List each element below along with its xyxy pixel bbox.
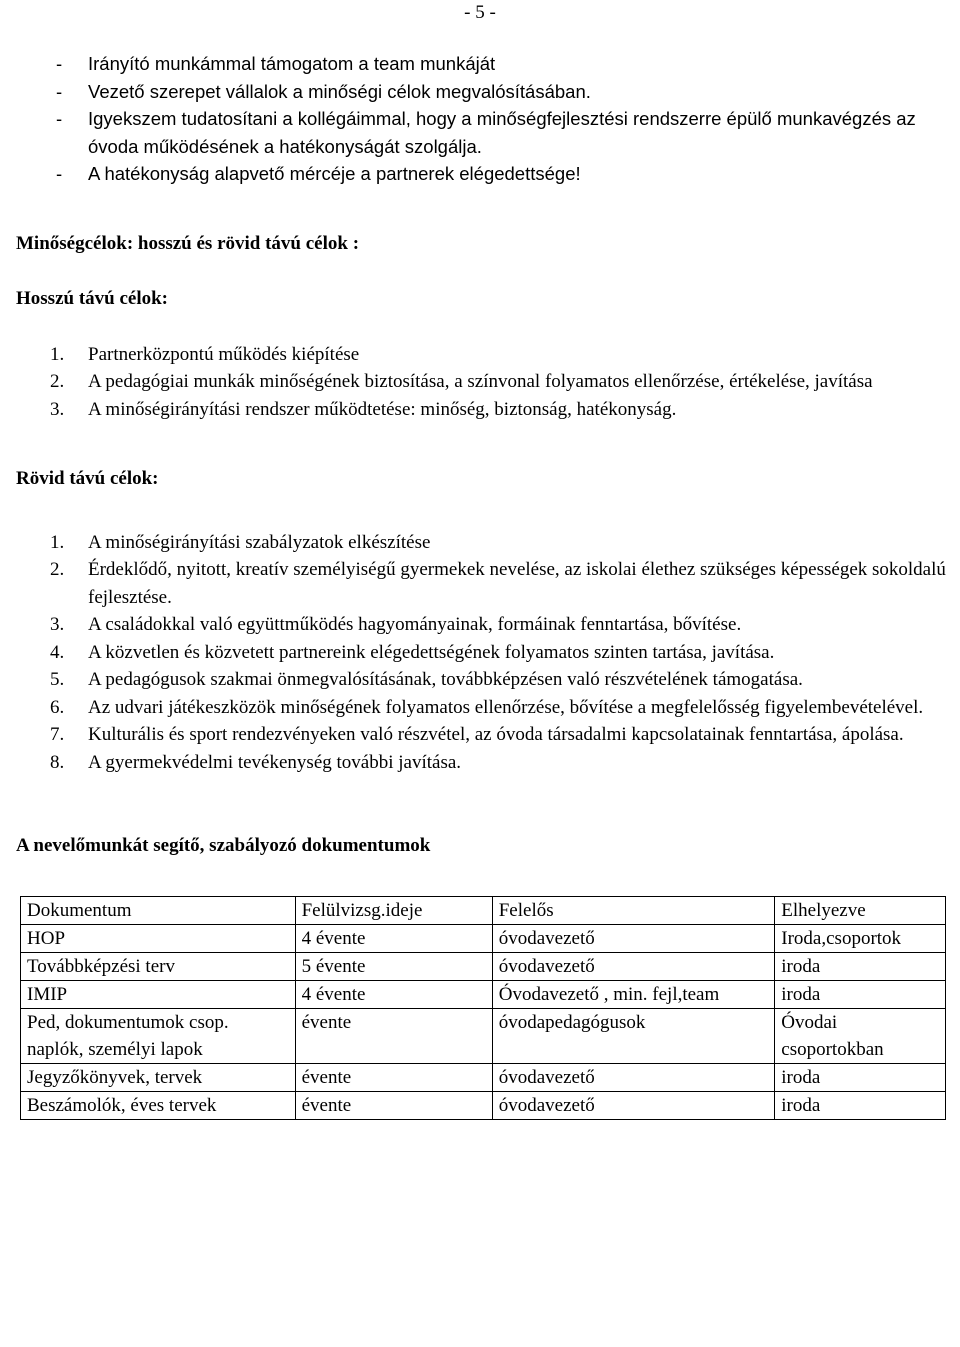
table-cell: óvodapedagógusok xyxy=(492,1008,775,1063)
list-item: 8. A gyermekvédelmi tevékenység további javítása. xyxy=(50,751,462,773)
list-item: 6. Az udvari játékeszközök minőségének folyamatos ellenőrzése, bővítése a megfelelősség figyelembevételével. xyxy=(50,696,924,718)
table-cell: 4 évente xyxy=(295,924,492,952)
table-header-cell: Elhelyezve xyxy=(775,896,946,924)
short-term-list xyxy=(16,529,946,777)
table-cell: óvodavezető xyxy=(492,1063,775,1091)
table-cell: iroda xyxy=(775,952,946,980)
table-header-cell: Felelős xyxy=(492,896,775,924)
list-item: 2. A pedagógiai munkák minőségének biztosítása, a színvonal folyamatos ellenőrzése, értékelése, javítása xyxy=(50,371,873,392)
table-cell: évente xyxy=(295,1063,492,1091)
list-item: - Igyekszem tudatosítani a kollégáimmal, hogy a minőségfejlesztési rendszerre épülő munkavégzés az óvoda működésének a hatékonyságát szolgálja. xyxy=(56,108,916,157)
list-item: 2. Érdeklődő, nyitott, kreatív személyiségű gyermekek nevelése, az iskolai élethez szükséges képességek sokoldalú fejlesztése. xyxy=(50,559,946,608)
document-body xyxy=(16,50,946,1120)
list-item: 3. A minőségirányítási rendszer működtetése: minőség, biztonság, hatékonyság. xyxy=(50,398,677,420)
table-row xyxy=(21,924,946,952)
table-cell: Beszámolók, éves tervek xyxy=(21,1091,296,1119)
heading-long-term: Hosszú távú célok: xyxy=(16,288,168,309)
table-row xyxy=(21,980,946,1008)
table-header-cell: Felülvizsg.ideje xyxy=(295,896,492,924)
table-cell: óvodavezető xyxy=(492,1091,775,1119)
intro-list xyxy=(56,50,946,188)
table-cell: Ped, dokumentumok csop. naplók, személyi lapok xyxy=(21,1008,296,1063)
heading-short-term: Rövid távú célok: xyxy=(16,468,159,489)
table-header-row xyxy=(21,896,946,924)
heading-documents: A nevelőmunkát segítő, szabályozó dokumentumok xyxy=(16,835,431,856)
table-cell: 5 évente xyxy=(295,952,492,980)
table-row xyxy=(21,952,946,980)
table-cell: iroda xyxy=(775,1063,946,1091)
list-item: - Vezető szerepet vállalok a minőségi célok megvalósításában. xyxy=(56,80,591,102)
documents-table xyxy=(20,896,946,1120)
list-item: 3. A családokkal való együttműködés hagyományainak, formáinak fenntartása, bővítése. xyxy=(50,614,742,635)
table-cell: iroda xyxy=(775,980,946,1008)
table-row xyxy=(21,1091,946,1119)
table-cell: Továbbképzési terv xyxy=(21,952,296,980)
table-cell: óvodavezető xyxy=(492,924,775,952)
table-row xyxy=(21,1063,946,1091)
list-item: - Irányító munkámmal támogatom a team munkáját xyxy=(56,53,496,74)
list-item: 1. Partnerközpontú működés kiépítése xyxy=(50,343,360,365)
table-cell: Óvodai csoportokban xyxy=(775,1008,946,1063)
table-cell: iroda xyxy=(775,1091,946,1119)
long-term-list xyxy=(16,341,946,424)
list-item: 1. A minőségirányítási szabályzatok elkészítése xyxy=(50,531,431,553)
table-header-cell: Dokumentum xyxy=(21,896,296,924)
table-row xyxy=(21,1008,946,1063)
table-cell: Jegyzőkönyvek, tervek xyxy=(21,1063,296,1091)
table-cell: évente xyxy=(295,1008,492,1063)
list-item: 4. A közvetlen és közvetett partnereink elégedettségének folyamatos szinten tartása, javítása. xyxy=(50,641,775,663)
list-item: - A hatékonyság alapvető mércéje a partnerek elégedettsége! xyxy=(56,163,581,184)
list-item: 5. A pedagógusok szakmai önmegvalósításának, továbbképzésen való részvételének támogatása. xyxy=(50,669,803,690)
table-cell: Óvodavezető , min. fejl,team xyxy=(492,980,775,1008)
table-cell: HOP xyxy=(21,924,296,952)
table-cell: óvodavezető xyxy=(492,952,775,980)
table-cell: Iroda,csoportok xyxy=(775,924,946,952)
heading-quality-goals: Minőségcélok: hosszú és rövid távú célok : xyxy=(16,232,360,254)
table-cell: 4 évente xyxy=(295,980,492,1008)
table-cell: IMIP xyxy=(21,980,296,1008)
page-number: - 5 - xyxy=(464,2,496,23)
table-cell: évente xyxy=(295,1091,492,1119)
list-item: 7. Kulturális és sport rendezvényeken való részvétel, az óvoda társadalmi kapcsolatainak fenntartása, ápolása. xyxy=(50,724,904,745)
